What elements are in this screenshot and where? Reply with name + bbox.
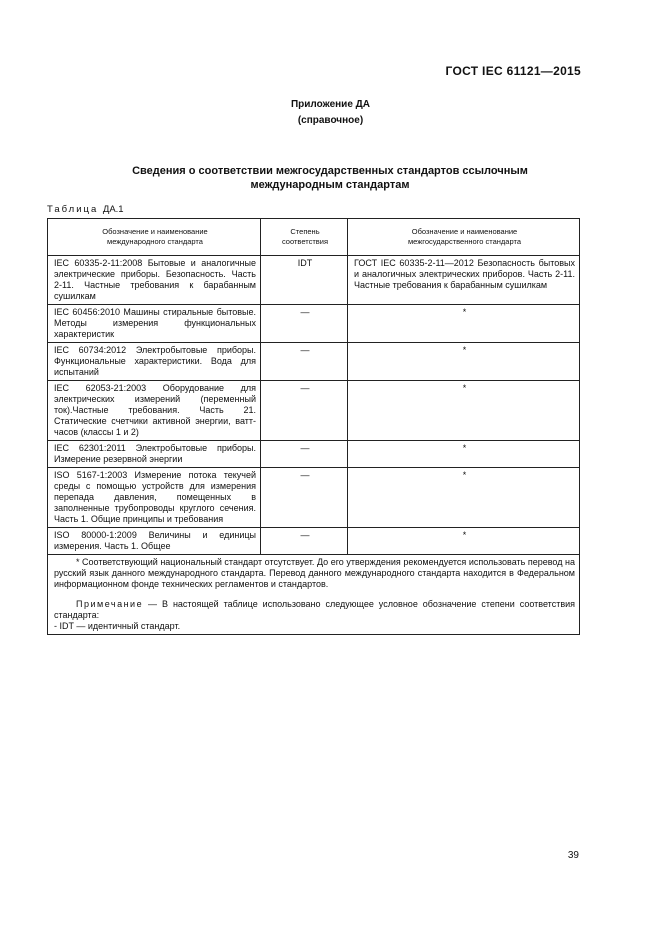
interstate-standard-cell: * — [348, 381, 580, 441]
header-degree-of-correspondence: Степень соответствия — [261, 219, 348, 256]
page-number: 39 — [567, 850, 579, 861]
table-notes-row — [48, 555, 580, 635]
degree-cell: — — [261, 343, 348, 381]
header-interstate-standard: Обозначение и наименование межгосударственного стандарта — [348, 219, 580, 256]
appendix-type: (справочное) — [297, 115, 364, 126]
note-item: - IDT — идентичный стандарт. — [54, 621, 181, 631]
note — [54, 599, 575, 621]
interstate-standard-cell: * — [348, 441, 580, 468]
appendix-title — [0, 97, 661, 129]
degree-cell: — — [261, 441, 348, 468]
table-label — [47, 204, 124, 215]
international-standard-cell: ISO 80000-1:2009 Величины и единицы измерения. Часть 1. Общее — [48, 528, 261, 555]
header-international-standard: Обозначение и наименование международного стандарта — [48, 219, 261, 256]
interstate-standard-cell: * — [348, 468, 580, 528]
table-row — [48, 528, 580, 555]
section-heading — [90, 164, 570, 192]
table-row — [48, 468, 580, 528]
table-row — [48, 256, 580, 305]
table-notes — [48, 555, 580, 635]
international-standard-cell: IEC 60734:2012 Электробытовые приборы. Функциональные характеристики. Вода для испытаний — [48, 343, 261, 381]
heading-line-2: международным стандартам — [250, 179, 410, 191]
degree-cell: — — [261, 468, 348, 528]
international-standard-cell: IEC 60456:2010 Машины стиральные бытовые. Методы измерения функциональных характеристик — [48, 305, 261, 343]
note-text: — В настоящей таблице использовано следующее условное обозначение степени соответствия стандарта: — [54, 599, 575, 620]
interstate-standard-cell: ГОСТ IEC 60335-2-11—2012 Безопасность бытовых и аналогичных электрических приборов. Часть 2-11. Частные требования к барабанным сушилкам — [348, 256, 580, 305]
standards-correspondence-table — [47, 218, 580, 635]
degree-cell: — — [261, 305, 348, 343]
degree-cell: — — [261, 528, 348, 555]
footnote: * Соответствующий национальный стандарт отсутствует. До его утверждения рекомендуется использовать перевод на русский язык данного международного стандарта. Перевод данного международного стандарта находится в Федеральном информационном фонде технических регламентов и стандартов. — [54, 557, 575, 589]
degree-cell: IDT — [261, 256, 348, 305]
table-row — [48, 305, 580, 343]
interstate-standard-cell: * — [348, 343, 580, 381]
interstate-standard-cell: * — [348, 528, 580, 555]
international-standard-cell: IEC 62301:2011 Электробытовые приборы. Измерение резервной энергии — [48, 441, 261, 468]
interstate-standard-cell: * — [348, 305, 580, 343]
international-standard-cell: IEC 60335-2-11:2008 Бытовые и аналогичные электрические приборы. Безопасность. Часть 2-11. Частные требования к барабанным сушилкам — [48, 256, 261, 305]
table-label-prefix: Таблица — [47, 204, 99, 215]
international-standard-cell: IEC 62053-21:2003 Оборудование для электрических измерений (переменный ток).Частные требования. Часть 21. Статические счетчики активной энергии, ватт-часов (классы 1 и 2) — [48, 381, 261, 441]
international-standard-cell: ISO 5167-1:2003 Измерение потока текучей среды с помощью устройств для измерения перепада давления, помещенных в заполненные трубопроводы круглого сечения. Часть 1. Общие принципы и требования — [48, 468, 261, 528]
degree-cell: — — [261, 381, 348, 441]
document-code: ГОСТ IEC 61121—2015 — [445, 64, 581, 78]
table-row — [48, 343, 580, 381]
heading-line-1: Сведения о соответствии межгосударственных стандартов ссылочным — [132, 165, 528, 177]
note-label: Примечание — [76, 599, 144, 609]
appendix-name: Приложение ДА — [290, 99, 371, 110]
table-row — [48, 381, 580, 441]
table-label-number: ДА.1 — [102, 204, 124, 215]
table-header-row — [48, 219, 580, 256]
table-row — [48, 441, 580, 468]
